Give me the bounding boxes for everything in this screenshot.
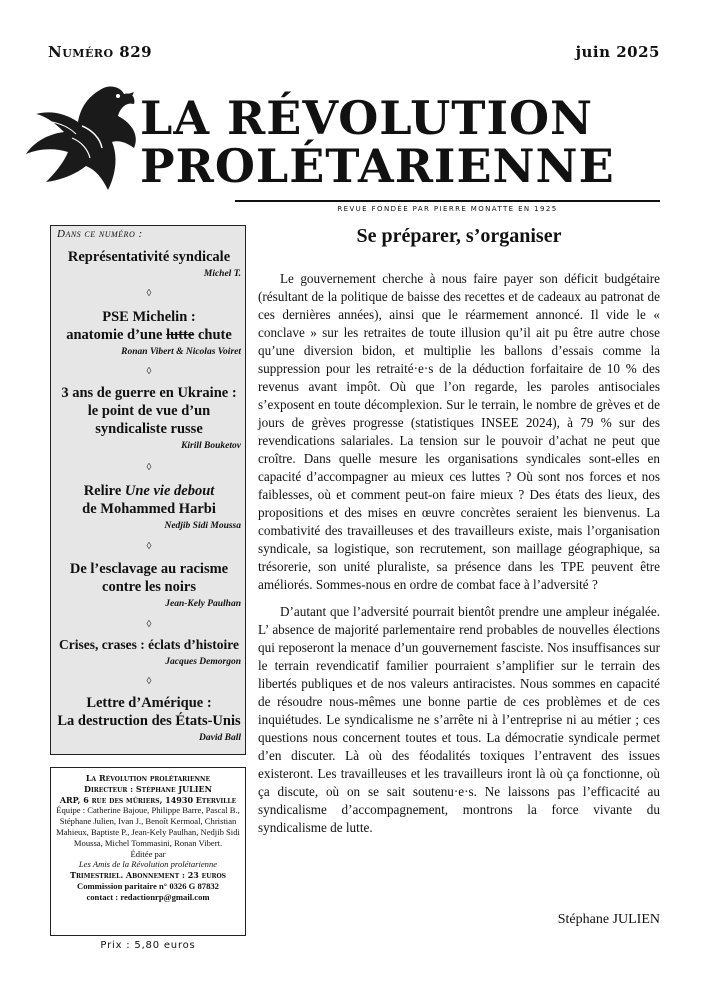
toc-title: Lettre d’Amérique : La destruction des États-Unis <box>57 695 241 729</box>
masthead-rule <box>235 200 660 202</box>
toc-item[interactable] <box>51 384 247 451</box>
article-body <box>258 270 660 837</box>
colophon-contact: contact : redactionrp@gmail.com <box>86 891 210 902</box>
colophon-team: Équipe : Catherine Bajoue, Philippe Barre, Pascal B., Stéphane Julien, Ivan J., Benoît Kermoal, Christian Mahieux, Baptiste P., Jean-Kely Paulhan, Nedjib Sidi Moussa, Michel Tommasini, Ronan Vibert. <box>56 805 240 848</box>
masthead-subline: REVUE FONDÉE PAR PIERRE MONATTE EN 1925 <box>337 205 558 213</box>
contents-heading: Dans ce numéro : <box>57 228 143 240</box>
toc-author: Jean-Kely Paulhan <box>165 599 241 609</box>
toc-title: De l’esclavage au racisme contre les noirs <box>69 561 229 595</box>
toc-separator: ◊ <box>146 366 152 377</box>
masthead-line-2: PROLÉTARIENNE <box>140 139 615 193</box>
toc-separator: ◊ <box>146 676 152 687</box>
toc-item[interactable] <box>51 248 247 279</box>
toc-title: 3 ans de guerre en Ukraine : le point de vue d’un syndicaliste russe <box>61 385 237 437</box>
issue-date: juin 2025 <box>575 43 660 61</box>
toc-author: David Ball <box>199 733 241 743</box>
toc-separator: ◊ <box>146 619 152 630</box>
toc-separator: ◊ <box>146 288 152 299</box>
toc-separator: ◊ <box>146 462 152 473</box>
toc-item[interactable] <box>51 636 247 667</box>
toc-item[interactable] <box>51 694 247 743</box>
article-paragraph: Le gouvernement cherche à nous faire payer son déficit budgétaire (résultant de la politique de baisse des recettes et de cadeaux au patronat de ces dernières années), ainsi que le réarmement annoncé. Il vide le « conclave » sur les retraites de toute illusion qu’il ait pu être autre chose qu’une diversion bidon, et multiplie les ballons d’essais comme la suppression pour les retraité·e·s de la déduction forfaitaire de 10 % des revenus avant impôt. Où que l’on regarde, les paroles antisociales s’exposent en toute décomplexion. Sur le terrain, le nombre de grèves et de jours de grèves progresse (statistiques INSEE 2024), à 79 % sur des revendications salariales. La tension sur le pouvoir d’achat ne peut que croître. Dans quelle mesure les organisations syndicales sont-elles en capacité d’accompagner au mieux ces luttes ? Où sont nos forces et nos faiblesses, où et comment peut-on faire mieux ? Des états des lieux, des propositions et des mises en œuvre concrètes seraient les bienvenus. La combativité des travailleuses et des travailleurs existe, mais l’organisation syndicale, sa logistique, son recrutement, son maillage géographique, sa trésorerie, son unité pluraliste, sa présence dans les TPE peuvent être améliorés. Sommes-nous en ordre de combat face à l’adversité ? <box>258 271 660 592</box>
article-paragraph: D’autant que l’adversité pourrait bientôt prendre une ampleur inégalée. L’ absence de majorité parlementaire rend probables de nouvelles élections qui reposeront la menace d’un gouvernement fasciste. Nos insuffisances sur le terrain revendicatif familier pourraient s’amplifier sur le terrain des libertés publiques et de nos valeurs antiracistes. Nous sommes en capacité de résoudre nous-mêmes une bonne partie de ces problèmes et de ces inquiétudes. Le syndicalisme ne s’arrête ni à l’entreprise ni au métier ; ces questions nous concernent toutes et tous. La démocratie syndicale permet d’en discuter. Là où des féodalités toxiques l’entravent des issues existeront. Les travailleuses et les travailleurs iront là où ça fonctionne, où ça discute, où on se sait soutenu·e·s. Ne laissons pas l’efficacité au syndicalisme d’accompagnement, montrons la force vivante du syndicalisme de lutte. <box>258 604 660 835</box>
toc-author: Jacques Demorgon <box>165 657 241 667</box>
colophon-director: Directeur : Stéphane JULIEN <box>84 783 212 794</box>
toc-title: Relire Une vie debout de Mohammed Harbi <box>82 483 216 517</box>
colophon-box <box>50 767 246 936</box>
colophon-edited-by: Éditée par <box>130 848 166 859</box>
toc-item[interactable] <box>51 482 247 531</box>
toc-author: Kirill Bouketov <box>181 441 241 451</box>
toc-author: Nedjib Sidi Moussa <box>164 521 241 531</box>
toc-author: Michel T. <box>203 269 241 279</box>
toc-title: Crises, crases : éclats d’histoire <box>58 637 240 652</box>
toc-separator: ◊ <box>146 541 152 552</box>
masthead-line-1: LA RÉVOLUTION <box>140 91 594 145</box>
issue-number: Numéro 829 <box>48 43 153 61</box>
colophon-subscription: Trimestriel. Abonnement : 23 euros <box>69 870 227 881</box>
colophon-address: ARP, 6 rue des mûriers, 14930 Eterville <box>59 794 237 805</box>
toc-author: Ronan Vibert & Nicolas Voiret <box>121 347 241 357</box>
toc-item[interactable] <box>51 308 247 357</box>
toc-item[interactable] <box>51 560 247 609</box>
price: Prix : 5,80 euros <box>100 940 196 951</box>
contents-box <box>50 225 246 755</box>
toc-title: Représentativité syndicale <box>67 249 231 265</box>
article-title: Se préparer, s’organiser <box>356 225 562 247</box>
struck-word: lutte <box>166 327 195 343</box>
colophon-commission: Commission paritaire n° 0326 G 87832 <box>77 880 219 891</box>
article-signature: Stéphane JULIEN <box>557 912 660 927</box>
colophon-publisher: Les Amis de la Révolution prolétarienne <box>78 859 218 870</box>
colophon-name: La Révolution prolétarienne <box>85 773 211 783</box>
toc-title: PSE Michelin : anatomie d’une lutte chute <box>66 309 232 343</box>
